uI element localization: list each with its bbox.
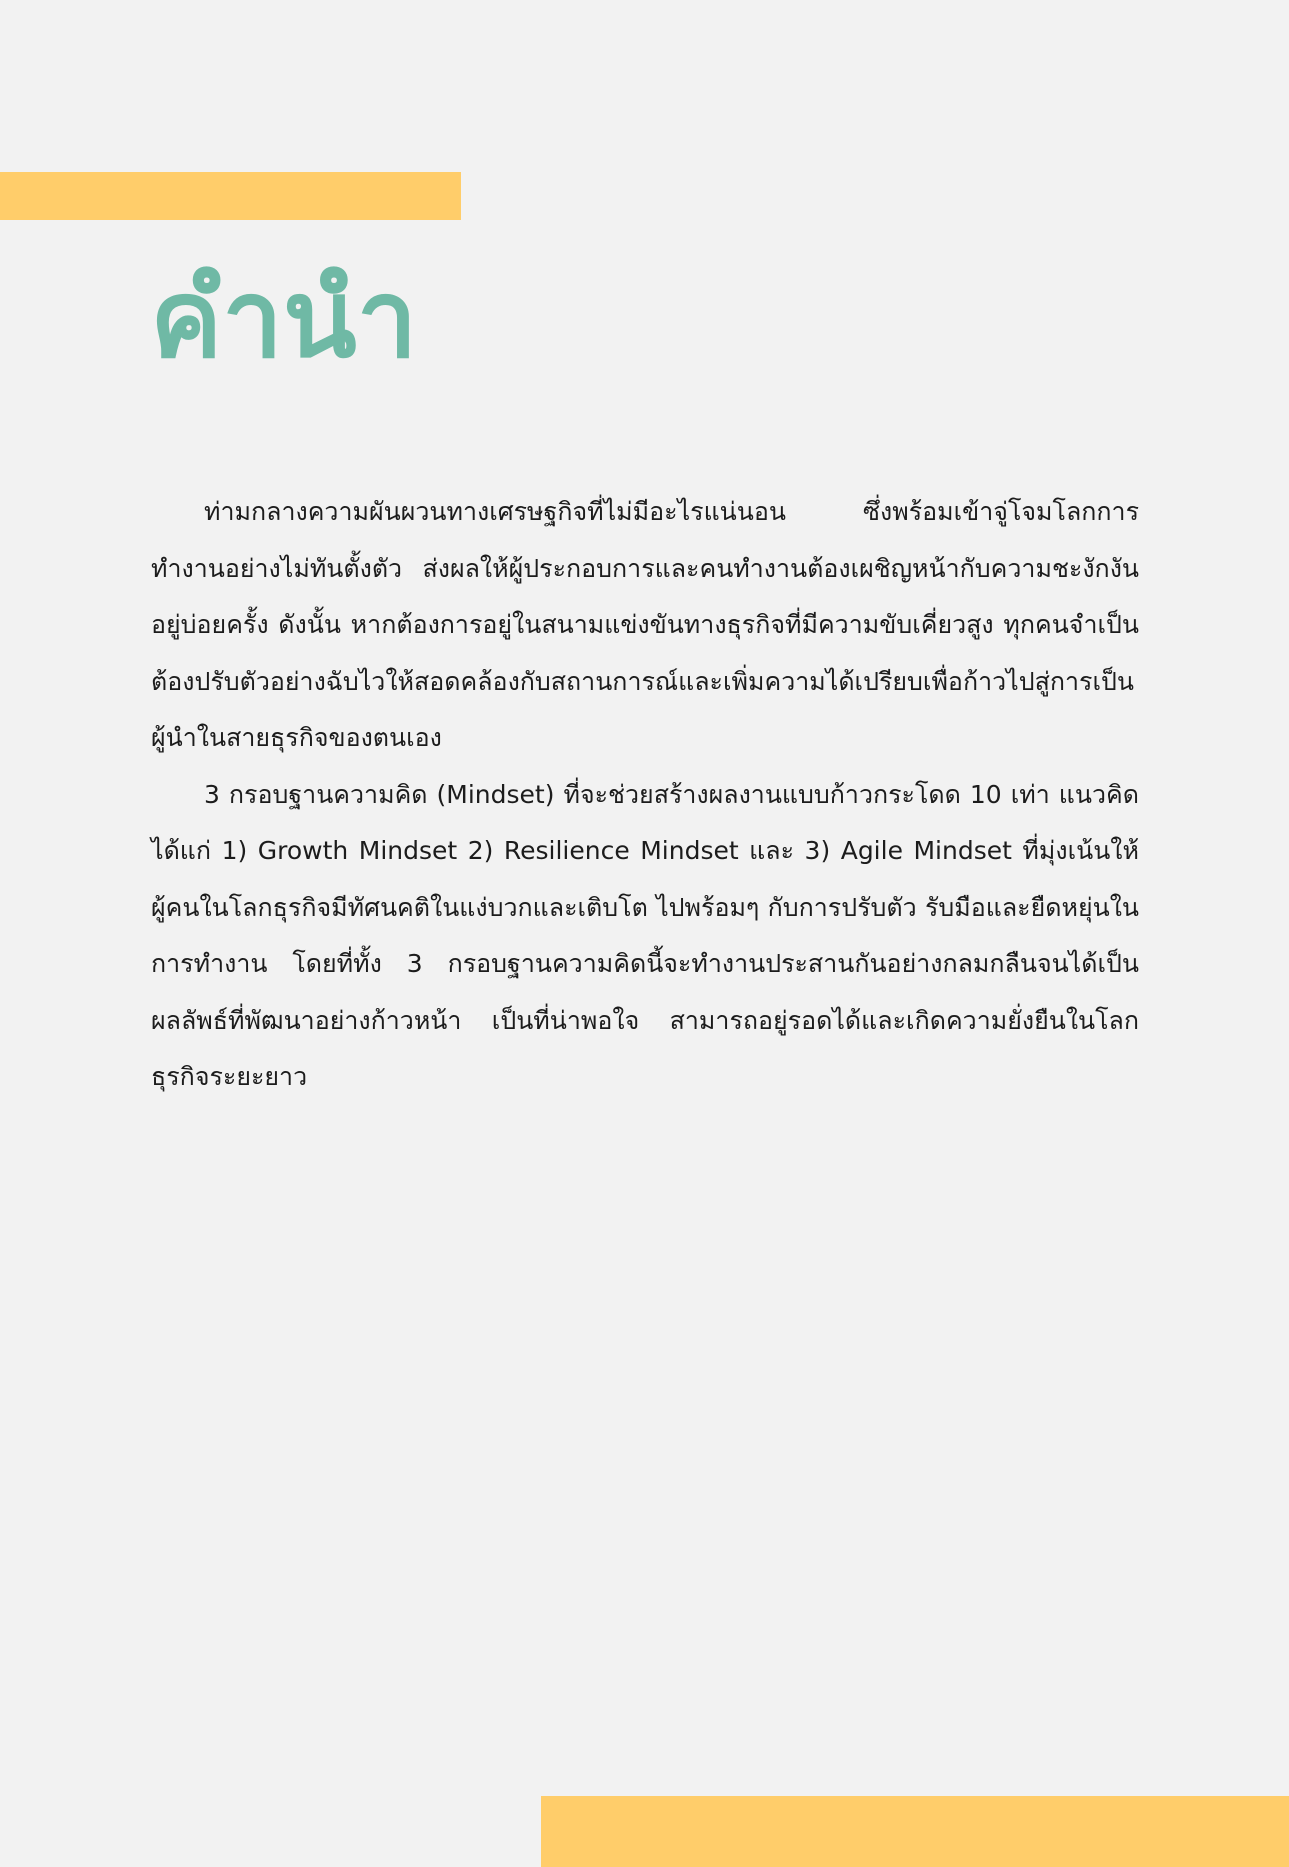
body-text xyxy=(151,484,1139,1106)
page-title: คำนำ xyxy=(150,257,418,382)
paragraph-2: 3 กรอบฐานความคิด (Mindset) ที่จะช่วยสร้างผลงานแบบก้าวกระโดด 10 เท่า แนวคิด ได้แก่ 1) Growth Mindset 2) Resilience Mindset และ 3) Agile Mindset ที่มุ่งเน้นให้ผู้คนในโลกธุรกิจมีทัศนคติในแง่บวกและเติบโต ไปพร้อมๆ กับการปรับตัว รับมือและยืดหยุ่นในการทำงาน โดยที่ทั้ง 3 กรอบฐานความคิดนี้จะทำงานประสานกันอย่างกลมกลืนจนได้เป็นผลลัพธ์ที่พัฒนาอย่างก้าวหน้า เป็นที่น่าพอใจ สามารถอยู่รอดได้และเกิดความยั่งยืนในโลกธุรกิจระยะยาว xyxy=(151,779,1139,1091)
paragraph-1: ท่ามกลางความผันผวนทางเศรษฐกิจที่ไม่มีอะไรแน่นอน ซึ่งพร้อมเข้าจู่โจมโลกการทำงานอย่างไม่ทันตั้งตัว ส่งผลให้ผู้ประกอบการและคนทำงานต้องเผชิญหน้ากับความชะงักงันอยู่บ่อยครั้ง ดังนั้น หากต้องการอยู่ในสนามแข่งขันทางธุรกิจที่มีความขับเคี่ยวสูง ทุกคนจำเป็นต้องปรับตัวอย่างฉับไวให้สอดคล้องกับสถานการณ์และเพิ่มความได้เปรียบเพื่อก้าวไปสู่การเป็นผู้นำในสายธุรกิจของตนเอง xyxy=(151,497,1139,752)
decorative-top-bar xyxy=(0,172,461,220)
decorative-bottom-bar xyxy=(541,1796,1289,1867)
